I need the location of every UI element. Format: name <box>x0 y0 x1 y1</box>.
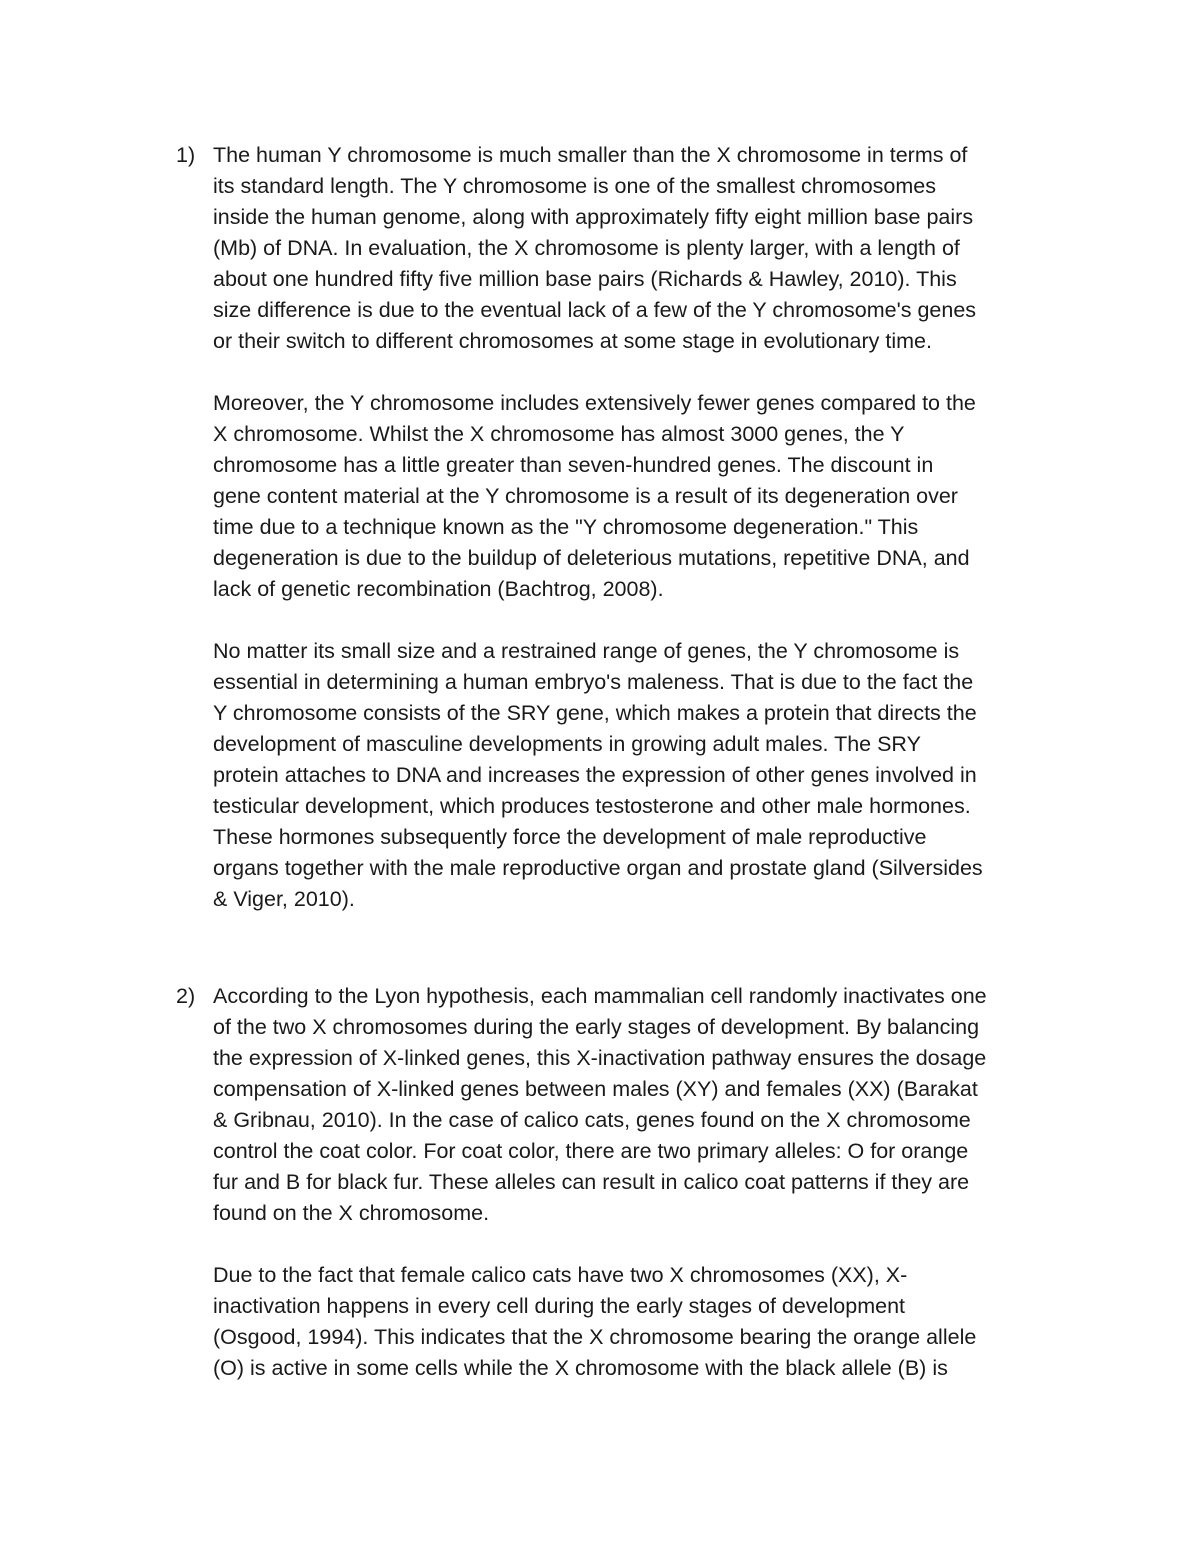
list-item-body <box>213 140 1063 915</box>
paragraph: The human Y chromosome is much smaller than the X chromosome in terms of its standard length. The Y chromosome is one of the smallest chromosomes inside the human genome, along with approximately fifty eight million base pairs (Mb) of DNA. In evaluation, the X chromosome is plenty larger, with a length of about one hundred fifty five million base pairs (Richards & Hawley, 2010). This size difference is due to the eventual lack of a few of the Y chromosome's genes or their switch to different chromosomes at some stage in evolutionary time. <box>213 143 977 353</box>
list-item-1 <box>176 140 1076 915</box>
list-item-2 <box>176 981 1076 1384</box>
paragraph: Moreover, the Y chromosome includes extensively fewer genes compared to the X chromosome. Whilst the X chromosome has almost 3000 genes, the Y chromosome has a little greater than seven-hundred genes. The discount in gene content material at the Y chromosome is a result of its degeneration over time due to a technique known as the "Y chromosome degeneration." This degeneration is due to the buildup of deleterious mutations, repetitive DNA, and lack of genetic recombination (Bachtrog, 2008). <box>213 391 976 601</box>
list-number: 1) <box>176 143 196 167</box>
paragraph: No matter its small size and a restrained range of genes, the Y chromosome is essential in determining a human embryo's maleness. That is due to the fact the Y chromosome consists of the SRY gene, which makes a protein that directs the development of masculine developments in growing adult males. The SRY protein attaches to DNA and increases the expression of other genes involved in testicular development, which produces testosterone and other male hormones. These hormones subsequently force the development of male reproductive organs together with the male reproductive organ and prostate gland (Silversides & Viger, 2010). <box>213 639 983 911</box>
paragraph: According to the Lyon hypothesis, each mammalian cell randomly inactivates one of the two X chromosomes during the early stages of development. By balancing the expression of X-linked genes, this X-inactivation pathway ensures the dosage compensation of X-linked genes between males (XY) and females (XX) (Barakat & Gribnau, 2010). In the case of calico cats, genes found on the X chromosome control the coat color. For coat color, there are two primary alleles: O for orange fur and B for black fur. These alleles can result in calico coat patterns if they are found on the X chromosome. <box>213 984 987 1225</box>
list-item-body <box>213 981 1063 1384</box>
list-number: 2) <box>176 984 196 1008</box>
paragraph: Due to the fact that female calico cats have two X chromosomes (XX), X- inactivation happens in every cell during the early stages of development (Osgood, 1994). This indicates that the X chromosome bearing the orange allele (O) is active in some cells while the X chromosome with the black allele (B) is <box>213 1263 977 1380</box>
